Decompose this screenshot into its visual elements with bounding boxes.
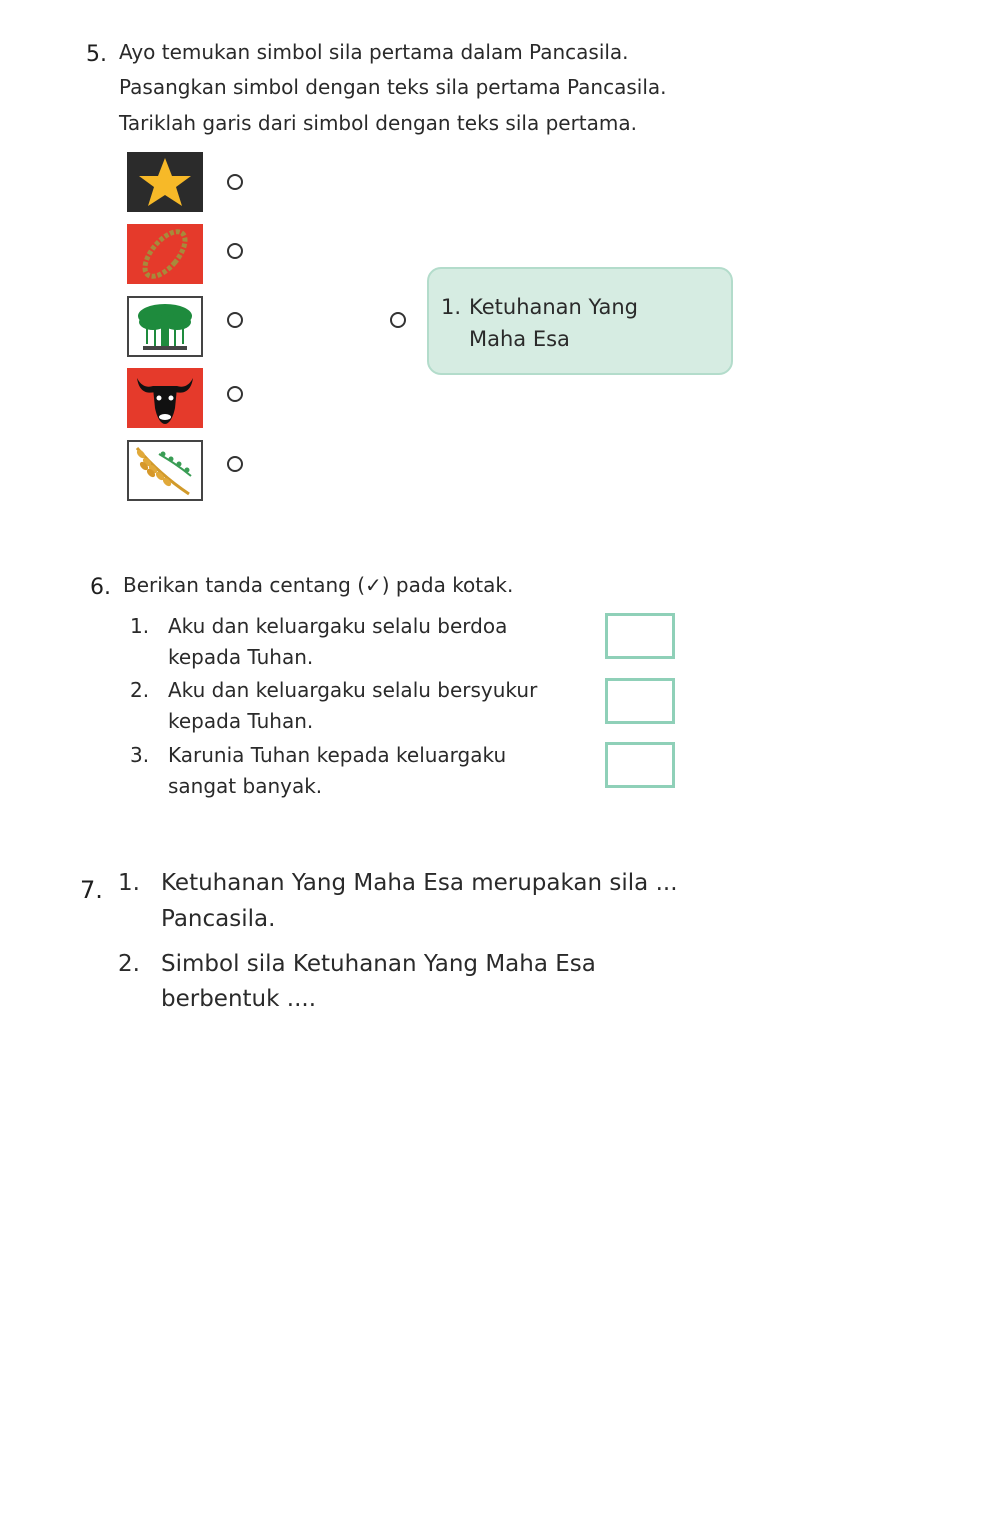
answer-line-2: Maha Esa (469, 327, 570, 351)
match-dot-rice-cotton[interactable] (227, 456, 243, 472)
question-5-number: 5. (86, 42, 107, 67)
fill-item-1-line-2: Pancasila. (161, 906, 276, 932)
fill-item-1-number: 1. (118, 870, 140, 896)
question-6-number: 6. (90, 575, 111, 600)
symbol-rice-cotton[interactable] (127, 440, 203, 501)
answer-line-1: Ketuhanan Yang (469, 295, 638, 319)
check-item-2-line-2: kepada Tuhan. (168, 709, 314, 733)
fill-item-1-line-1: Ketuhanan Yang Maha Esa merupakan sila ... (161, 870, 678, 896)
check-item-3-line-1: Karunia Tuhan kepada keluargaku (168, 743, 507, 767)
check-item-3-line-2: sangat banyak. (168, 774, 323, 798)
match-dot-bull-head[interactable] (227, 386, 243, 402)
check-item-1-number: 1. (130, 614, 150, 638)
match-dot-star[interactable] (227, 174, 243, 190)
banyan-tree-icon (129, 298, 201, 355)
question-6-instruction: Berikan tanda centang (✓) pada kotak. (123, 573, 514, 597)
answer-text (441, 291, 638, 355)
question-5-line-3: Tariklah garis dari simbol dengan teks sila pertama. (119, 111, 637, 135)
fill-item-2-number: 2. (118, 951, 140, 977)
rice-cotton-icon (129, 442, 201, 499)
fill-item-2-line-1: Simbol sila Ketuhanan Yang Maha Esa (161, 951, 596, 977)
question-5-line-2: Pasangkan simbol dengan teks sila pertama Pancasila. (119, 75, 667, 99)
symbol-star[interactable] (127, 152, 203, 212)
star-icon (127, 152, 203, 212)
check-item-1-line-1: Aku dan keluargaku selalu berdoa (168, 614, 508, 638)
symbol-banyan-tree[interactable] (127, 296, 203, 357)
chain-icon (127, 224, 203, 284)
question-7-number: 7. (80, 876, 103, 904)
checkbox-item-3[interactable] (605, 742, 675, 788)
question-5-line-1: Ayo temukan simbol sila pertama dalam Pancasila. (119, 40, 629, 64)
match-dot-answer[interactable] (390, 312, 406, 328)
symbol-bull-head[interactable] (127, 368, 203, 428)
check-item-2-number: 2. (130, 678, 150, 702)
fill-item-2-line-2: berbentuk .... (161, 986, 317, 1012)
checkbox-item-1[interactable] (605, 613, 675, 659)
check-item-2-line-1: Aku dan keluargaku selalu bersyukur (168, 678, 538, 702)
match-dot-chain[interactable] (227, 243, 243, 259)
checkbox-item-2[interactable] (605, 678, 675, 724)
answer-box-sila-1[interactable] (427, 267, 733, 375)
check-item-1-line-2: kepada Tuhan. (168, 645, 314, 669)
match-dot-banyan-tree[interactable] (227, 312, 243, 328)
check-item-3-number: 3. (130, 743, 150, 767)
bull-head-icon (127, 368, 203, 428)
symbol-chain[interactable] (127, 224, 203, 284)
answer-number: 1. (441, 295, 462, 319)
